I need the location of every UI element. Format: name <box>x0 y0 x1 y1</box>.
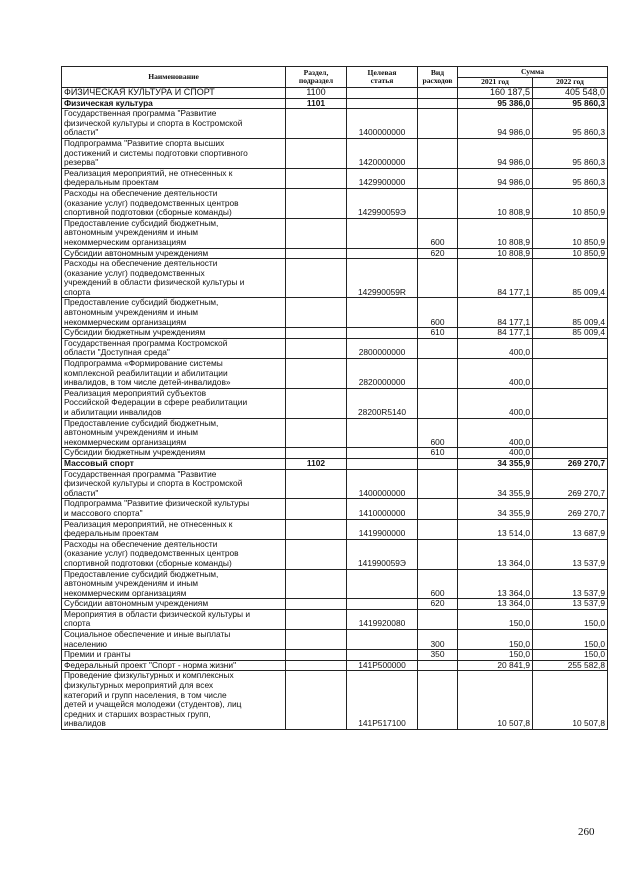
row-name: Федеральный проект "Спорт - норма жизни" <box>62 660 286 671</box>
row-name: Расходы на обеспечение деятельности (оказание услуг) подведомственных учреждений в области физической культуры и спорта <box>62 259 286 298</box>
row-target-article: 141P517100 <box>347 671 418 730</box>
row-section <box>286 298 347 328</box>
header-sum: Сумма <box>458 67 608 78</box>
row-section <box>286 109 347 139</box>
row-sum-2021: 10 808,9 <box>458 188 533 218</box>
page-number: 260 <box>578 826 595 838</box>
table-row <box>62 98 608 109</box>
row-target-article <box>347 448 418 459</box>
table-row <box>62 218 608 248</box>
row-section <box>286 609 347 629</box>
row-expense-type <box>418 458 458 469</box>
table-row <box>62 109 608 139</box>
row-expense-type: 600 <box>418 298 458 328</box>
header-article: Целевая статья <box>347 67 418 88</box>
table-row <box>62 609 608 629</box>
row-target-article <box>347 569 418 599</box>
row-expense-type <box>418 138 458 168</box>
table-row <box>62 671 608 730</box>
row-expense-type: 600 <box>418 218 458 248</box>
row-target-article: 1419900000 <box>347 519 418 539</box>
table-row <box>62 388 608 418</box>
row-target-article: 142990059R <box>347 259 418 298</box>
row-expense-type <box>418 519 458 539</box>
row-expense-type: 300 <box>418 630 458 650</box>
row-expense-type <box>418 168 458 188</box>
row-expense-type <box>418 499 458 519</box>
row-target-article: 1420000000 <box>347 138 418 168</box>
row-target-article <box>347 98 418 109</box>
row-section <box>286 660 347 671</box>
row-section <box>286 650 347 661</box>
row-expense-type <box>418 109 458 139</box>
table-row <box>62 469 608 499</box>
row-name: Реализация мероприятий, не отнесенных к федеральным проектам <box>62 519 286 539</box>
row-name: Субсидии автономным учреждениям <box>62 248 286 259</box>
row-expense-type <box>418 188 458 218</box>
row-expense-type <box>418 609 458 629</box>
row-sum-2022: 95 860,3 <box>533 109 608 139</box>
row-section <box>286 539 347 569</box>
row-sum-2021: 20 841,9 <box>458 660 533 671</box>
row-section <box>286 328 347 339</box>
table-row <box>62 569 608 599</box>
row-target-article <box>347 298 418 328</box>
row-name: ФИЗИЧЕСКАЯ КУЛЬТУРА И СПОРТ <box>62 88 286 99</box>
row-expense-type <box>418 388 458 418</box>
header-expense-type: Вид расходов <box>418 67 458 88</box>
row-section <box>286 338 347 358</box>
row-target-article <box>347 458 418 469</box>
row-name: Реализация мероприятий субъектов Российской Федерации в сфере реабилитации и абилитации инвалидов <box>62 388 286 418</box>
row-name: Расходы на обеспечение деятельности (оказание услуг) подведомственных центров спортивной подготовки (сборные команды) <box>62 539 286 569</box>
row-sum-2022: 255 582,8 <box>533 660 608 671</box>
row-sum-2021: 84 177,1 <box>458 298 533 328</box>
table-row <box>62 660 608 671</box>
row-name: Физическая культура <box>62 98 286 109</box>
row-sum-2021: 160 187,5 <box>458 88 533 99</box>
row-section: 1100 <box>286 88 347 99</box>
row-section <box>286 188 347 218</box>
row-sum-2022: 95 860,3 <box>533 138 608 168</box>
row-sum-2022: 269 270,7 <box>533 499 608 519</box>
row-name: Массовый спорт <box>62 458 286 469</box>
row-name: Проведение физкультурных и комплексных физкультурных мероприятий для всех категорий и групп населения, в том числе детей и учащейся молодежи (студентов), лиц средних и старших возрастных групп, инвалидов <box>62 671 286 730</box>
row-sum-2022: 13 687,9 <box>533 519 608 539</box>
row-sum-2021: 10 808,9 <box>458 248 533 259</box>
row-sum-2022: 10 850,9 <box>533 218 608 248</box>
row-section: 1102 <box>286 458 347 469</box>
table-row <box>62 338 608 358</box>
row-name: Предоставление субсидий бюджетным, автономным учреждениям и иным некоммерческим организациям <box>62 569 286 599</box>
row-target-article: 28200R5140 <box>347 388 418 418</box>
row-target-article: 1400000000 <box>347 469 418 499</box>
row-name: Мероприятия в области физической культуры и спорта <box>62 609 286 629</box>
table-row <box>62 248 608 259</box>
row-sum-2022: 85 009,4 <box>533 298 608 328</box>
row-section <box>286 168 347 188</box>
row-section <box>286 671 347 730</box>
row-sum-2022: 405 548,0 <box>533 88 608 99</box>
row-sum-2021: 34 355,9 <box>458 458 533 469</box>
row-expense-type <box>418 88 458 99</box>
row-expense-type <box>418 671 458 730</box>
budget-table <box>61 66 608 730</box>
row-sum-2021: 150,0 <box>458 650 533 661</box>
row-section <box>286 359 347 389</box>
row-name: Подпрограмма "Развитие спорта высших достижений и системы подготовки спортивного резерва" <box>62 138 286 168</box>
row-target-article: 1410000000 <box>347 499 418 519</box>
row-sum-2021: 94 986,0 <box>458 109 533 139</box>
table-row <box>62 458 608 469</box>
row-target-article: 141990059Э <box>347 539 418 569</box>
table-row <box>62 359 608 389</box>
row-target-article: 2800000000 <box>347 338 418 358</box>
row-sum-2022 <box>533 338 608 358</box>
row-name: Предоставление субсидий бюджетным, автономным учреждениям и иным некоммерческим организациям <box>62 298 286 328</box>
row-target-article: 1419920080 <box>347 609 418 629</box>
row-target-article <box>347 418 418 448</box>
row-sum-2022: 85 009,4 <box>533 328 608 339</box>
row-sum-2021: 95 386,0 <box>458 98 533 109</box>
table-row <box>62 599 608 610</box>
row-sum-2022: 269 270,7 <box>533 458 608 469</box>
row-target-article <box>347 630 418 650</box>
row-sum-2021: 13 364,0 <box>458 539 533 569</box>
row-sum-2021: 400,0 <box>458 359 533 389</box>
row-expense-type: 620 <box>418 599 458 610</box>
row-expense-type <box>418 539 458 569</box>
table-row <box>62 168 608 188</box>
row-section <box>286 218 347 248</box>
row-section <box>286 599 347 610</box>
row-section <box>286 418 347 448</box>
row-expense-type <box>418 338 458 358</box>
table-row <box>62 448 608 459</box>
row-name: Социальное обеспечение и иные выплаты населению <box>62 630 286 650</box>
row-section <box>286 448 347 459</box>
table-body <box>62 88 608 730</box>
row-expense-type <box>418 98 458 109</box>
row-sum-2021: 400,0 <box>458 338 533 358</box>
row-sum-2022 <box>533 418 608 448</box>
row-expense-type: 600 <box>418 569 458 599</box>
row-section <box>286 519 347 539</box>
header-year-2022: 2022 год <box>533 78 608 88</box>
row-sum-2022: 269 270,7 <box>533 469 608 499</box>
table-row <box>62 188 608 218</box>
table-row <box>62 298 608 328</box>
row-section <box>286 248 347 259</box>
row-target-article <box>347 650 418 661</box>
row-expense-type: 620 <box>418 248 458 259</box>
row-sum-2021: 34 355,9 <box>458 469 533 499</box>
row-section <box>286 499 347 519</box>
row-sum-2022 <box>533 448 608 459</box>
row-sum-2021: 84 177,1 <box>458 259 533 298</box>
row-target-article <box>347 88 418 99</box>
row-section <box>286 469 347 499</box>
header-year-2021: 2021 год <box>458 78 533 88</box>
row-name: Подпрограмма "Развитие физической культуры и массового спорта" <box>62 499 286 519</box>
table-row <box>62 328 608 339</box>
row-section <box>286 138 347 168</box>
row-expense-type <box>418 660 458 671</box>
row-target-article: 1429900000 <box>347 168 418 188</box>
row-sum-2022: 13 537,9 <box>533 599 608 610</box>
row-sum-2022 <box>533 388 608 418</box>
row-target-article: 141P500000 <box>347 660 418 671</box>
row-expense-type <box>418 259 458 298</box>
table-row <box>62 630 608 650</box>
row-expense-type <box>418 469 458 499</box>
row-expense-type: 610 <box>418 328 458 339</box>
row-expense-type <box>418 359 458 389</box>
row-sum-2022: 10 850,9 <box>533 248 608 259</box>
row-sum-2022: 10 507,8 <box>533 671 608 730</box>
row-sum-2022 <box>533 359 608 389</box>
header-section: Раздел, подраздел <box>286 67 347 88</box>
row-name: Реализация мероприятий, не отнесенных к федеральным проектам <box>62 168 286 188</box>
row-sum-2021: 150,0 <box>458 630 533 650</box>
row-section <box>286 569 347 599</box>
row-sum-2021: 400,0 <box>458 388 533 418</box>
row-target-article: 2820000000 <box>347 359 418 389</box>
row-name: Подпрограмма «Формирование системы комплексной реабилитации и абилитации инвалидов, в том числе детей-инвалидов» <box>62 359 286 389</box>
row-name: Государственная программа "Развитие физической культуры и спорта в Костромской области" <box>62 469 286 499</box>
row-section <box>286 388 347 418</box>
row-sum-2021: 34 355,9 <box>458 499 533 519</box>
row-target-article <box>347 218 418 248</box>
row-name: Премии и гранты <box>62 650 286 661</box>
table-row <box>62 418 608 448</box>
row-name: Государственная программа Костромской области "Доступная среда" <box>62 338 286 358</box>
row-sum-2021: 13 514,0 <box>458 519 533 539</box>
row-name: Предоставление субсидий бюджетным, автономным учреждениям и иным некоммерческим организациям <box>62 418 286 448</box>
row-sum-2021: 94 986,0 <box>458 168 533 188</box>
row-sum-2022: 95 860,3 <box>533 168 608 188</box>
row-target-article: 1400000000 <box>347 109 418 139</box>
row-sum-2021: 150,0 <box>458 609 533 629</box>
row-sum-2022: 150,0 <box>533 609 608 629</box>
row-section: 1101 <box>286 98 347 109</box>
row-target-article: 142990059Э <box>347 188 418 218</box>
row-sum-2021: 10 507,8 <box>458 671 533 730</box>
table-row <box>62 88 608 99</box>
row-name: Субсидии автономным учреждениям <box>62 599 286 610</box>
row-target-article <box>347 248 418 259</box>
row-sum-2022: 95 860,3 <box>533 98 608 109</box>
row-section <box>286 630 347 650</box>
row-sum-2021: 13 364,0 <box>458 599 533 610</box>
row-sum-2021: 84 177,1 <box>458 328 533 339</box>
row-name: Субсидии бюджетным учреждениям <box>62 328 286 339</box>
row-name: Расходы на обеспечение деятельности (оказание услуг) подведомственных центров спортивной подготовки (сборные команды) <box>62 188 286 218</box>
row-sum-2021: 400,0 <box>458 448 533 459</box>
row-expense-type: 610 <box>418 448 458 459</box>
row-expense-type: 600 <box>418 418 458 448</box>
row-expense-type: 350 <box>418 650 458 661</box>
row-sum-2022: 150,0 <box>533 630 608 650</box>
row-name: Предоставление субсидий бюджетным, автономным учреждениям и иным некоммерческим организациям <box>62 218 286 248</box>
row-sum-2022: 13 537,9 <box>533 569 608 599</box>
row-target-article <box>347 599 418 610</box>
table-row <box>62 519 608 539</box>
table-row <box>62 499 608 519</box>
row-sum-2021: 94 986,0 <box>458 138 533 168</box>
row-sum-2021: 400,0 <box>458 418 533 448</box>
header-name: Наименование <box>62 67 286 88</box>
row-sum-2021: 10 808,9 <box>458 218 533 248</box>
row-section <box>286 259 347 298</box>
row-name: Субсидии бюджетным учреждениям <box>62 448 286 459</box>
table-row <box>62 259 608 298</box>
row-sum-2022: 85 009,4 <box>533 259 608 298</box>
row-name: Государственная программа "Развитие физической культуры и спорта в Костромской области" <box>62 109 286 139</box>
table-row <box>62 539 608 569</box>
row-target-article <box>347 328 418 339</box>
row-sum-2022: 10 850,9 <box>533 188 608 218</box>
row-sum-2021: 13 364,0 <box>458 569 533 599</box>
table-header <box>62 67 608 88</box>
table-row <box>62 138 608 168</box>
table-row <box>62 650 608 661</box>
row-sum-2022: 13 537,9 <box>533 539 608 569</box>
row-sum-2022: 150,0 <box>533 650 608 661</box>
